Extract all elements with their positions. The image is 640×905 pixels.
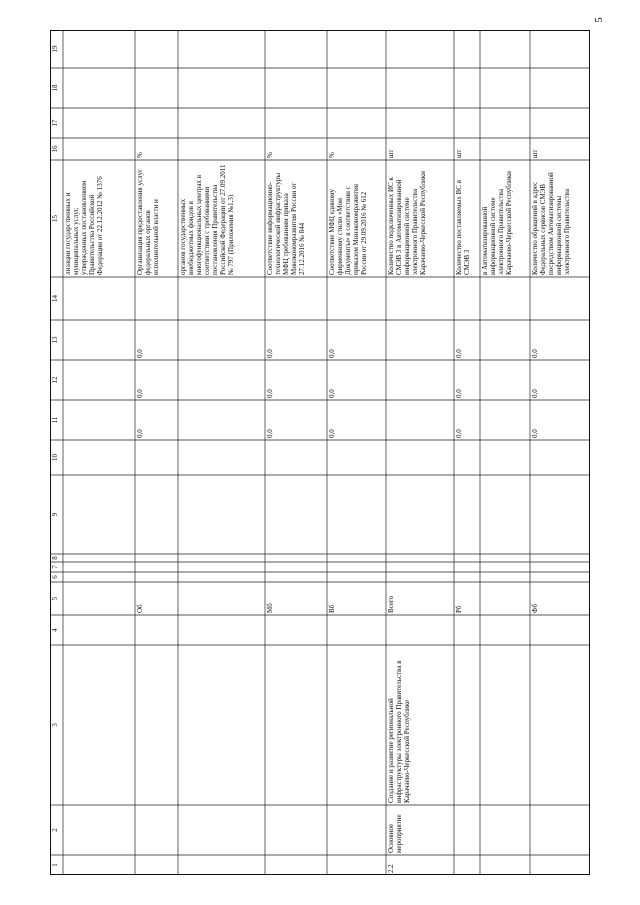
column-header-2 (50, 805, 63, 855)
column-header-9 (50, 475, 63, 554)
table-cell-col11-text: 0,0 (266, 429, 274, 438)
table-cell-col15 (178, 160, 265, 277)
table-cell-col5 (386, 582, 454, 615)
table-cell-col11-text: 0,0 (136, 429, 144, 438)
column-header-18-text: 18 (51, 84, 59, 92)
column-header-3-text: 3 (51, 723, 59, 727)
column-header-16-text: 16 (51, 145, 59, 153)
table-cell-col15 (135, 160, 178, 277)
table-cell-col15 (63, 160, 135, 277)
table-cell-col15-text: Соответствие информационно-технологической инфраструктуры МФЦ требованиям приказа Минэкономразвития России от 27.12.2016 № 844 (266, 172, 306, 275)
table-cell-col5-text: Фб (531, 603, 539, 613)
table-cell-col11 (530, 400, 590, 440)
table-cell-col5-text: Рб (455, 605, 463, 613)
table-cell-col3 (386, 645, 454, 805)
column-header-1 (50, 855, 63, 875)
column-header-2-text: 2 (51, 828, 59, 832)
table-cell-col12-text: 0,0 (266, 389, 274, 398)
table-cell-col13-text: 0,0 (455, 349, 463, 358)
column-header-7 (50, 562, 63, 572)
table-cell-col15 (530, 160, 590, 277)
table-cell-col16-text: шт (387, 149, 395, 158)
table-cell-col13 (454, 320, 480, 360)
table-cell-col2 (386, 805, 454, 855)
table-cell-col5-text: Всего (387, 595, 395, 613)
column-header-6 (50, 572, 63, 582)
table-cell-col15-text: в Автоматизированной информационной системе электронного Правительства Карачаево-Черкесской Республики (481, 171, 513, 275)
table-cell-col13 (530, 320, 590, 360)
table-cell-col5 (265, 582, 327, 615)
table-cell-col16-text: шт (531, 149, 539, 158)
table-cell-col16-text: % (328, 152, 336, 158)
table-cell-col12-text: 0,0 (455, 389, 463, 398)
table-cell-col15-text: Организация предоставления услуг федеральных органов исполнительной власти и (136, 169, 160, 275)
column-header-12-text: 12 (51, 376, 59, 384)
table-cell-col16 (530, 138, 590, 160)
table-cell-col5 (454, 582, 480, 615)
table-cell-col16-text: % (136, 152, 144, 158)
table-cell-col13 (265, 320, 327, 360)
table-cell-col15-text: Соответствие МФЦ единому фирменному стилю «Мои Документы» в соответствии с приказом Минэкономразвития России от 29.09.2016 № 612 (328, 184, 368, 275)
column-header-18 (50, 68, 63, 108)
table-cell-col5 (530, 582, 590, 615)
column-header-16 (50, 138, 63, 160)
table-cell-col12 (454, 360, 480, 400)
table-cell-col12 (135, 360, 178, 400)
column-header-4 (50, 615, 63, 645)
column-header-12 (50, 360, 63, 400)
table-cell-col15-text: Количество подключенных ИС к СМЭВ 3 в Автоматизированной информационной системе электронного Правительства Карачаево-Черкесской Республики (387, 171, 427, 275)
table-cell-col1 (386, 855, 454, 875)
column-header-10 (50, 440, 63, 475)
table-cell-col16 (454, 138, 480, 160)
table-cell-col16 (265, 138, 327, 160)
column-header-7-text: 7 (51, 565, 59, 569)
table-cell-col11-text: 0,0 (455, 429, 463, 438)
column-header-3 (50, 645, 63, 805)
column-header-9-text: 9 (51, 512, 59, 517)
column-header-8 (50, 554, 63, 562)
table-cell-col12 (327, 360, 386, 400)
column-header-11 (50, 400, 63, 440)
table-cell-col16 (327, 138, 386, 160)
column-header-8-text: 8 (51, 556, 59, 560)
table-cell-col15 (265, 160, 327, 277)
table-cell-col3-text: Создание и развитие региональной инфраструктуры электронного Правительства в Карачаево-Черкесской Республике (387, 660, 411, 803)
table-cell-col11 (454, 400, 480, 440)
column-header-11-text: 11 (51, 416, 59, 424)
table-cell-col13-text: 0,0 (531, 349, 539, 358)
column-header-4-text: 4 (51, 628, 59, 632)
column-header-19-text: 19 (51, 45, 59, 53)
table-cell-col5-text: Мб (266, 603, 274, 613)
column-header-1-text: 1 (51, 863, 59, 867)
column-header-6-text: 6 (51, 575, 59, 579)
table-cell-col13 (135, 320, 178, 360)
column-header-15-text: 15 (51, 215, 59, 222)
table-cell-col1-text: 2.2 (387, 864, 395, 873)
table-cell-col15 (386, 160, 454, 277)
table-cell-col16-text: % (266, 152, 274, 158)
column-header-15 (50, 160, 63, 277)
table-cell-col15-text: органов государственных внебюджетных фондов в многофункциональных центрах в соответствии с требованиями постановления Правительства Российской Федерации от 27.09.2011 № 797 (Приложения №1,3) (179, 164, 235, 275)
table-cell-col12 (530, 360, 590, 400)
table-cell-col15 (454, 160, 480, 277)
table-cell-col12 (265, 360, 327, 400)
table-cell-col5 (135, 582, 178, 615)
table-cell-col16 (386, 138, 454, 160)
table-cell-col11-text: 0,0 (531, 429, 539, 438)
table-cell-col2-text: Основное мероприятие (387, 814, 403, 853)
table-cell-col11 (327, 400, 386, 440)
table-cell-col5-text: Об (136, 604, 144, 613)
rotated-table-sheet (50, 30, 590, 875)
page-number: 5 (592, 17, 605, 23)
column-header-13-text: 13 (51, 336, 59, 344)
column-header-5-text: 5 (51, 596, 59, 601)
column-header-5 (50, 582, 63, 615)
column-header-19 (50, 30, 63, 68)
table-cell-col13-text: 0,0 (328, 349, 336, 358)
table-cell-col13 (327, 320, 386, 360)
table-cell-col13-text: 0,0 (266, 349, 274, 358)
table-cell-col15 (327, 160, 386, 277)
column-header-14 (50, 277, 63, 320)
table-cell-col15 (480, 160, 530, 277)
table-cell-col15-text: лизации государственных и муниципальных услуг, утвержденных постановлением Правительства Российской Федерации от 22.12.2012 № 1376 (64, 176, 104, 275)
table-cell-col15-text: Количество поставляемых ВС в СМЭВ 3 (455, 179, 471, 275)
table-cell-col5-text: Вб (328, 604, 336, 613)
column-header-17-text: 17 (51, 119, 59, 127)
table-cell-col16-text: шт (455, 149, 463, 158)
table-cell-col16 (135, 138, 178, 160)
table-cell-col15-text: Количество обращений в адрес Федеральных сервисов СМЭВ посредством Автоматизированной информационной системы электронного Правительства (531, 172, 571, 275)
table-cell-col13-text: 0,0 (136, 349, 144, 358)
column-header-14-text: 14 (51, 295, 59, 302)
table-cell-col5 (327, 582, 386, 615)
table-cell-col11 (135, 400, 178, 440)
table-cell-col12-text: 0,0 (136, 389, 144, 398)
table-cell-col12-text: 0,0 (328, 389, 336, 398)
column-header-10-text: 10 (51, 454, 59, 461)
column-header-17 (50, 108, 63, 138)
table-cell-col11-text: 0,0 (328, 429, 336, 438)
table-cell-col11 (265, 400, 327, 440)
column-header-13 (50, 320, 63, 360)
table-cell-col12-text: 0,0 (531, 389, 539, 398)
